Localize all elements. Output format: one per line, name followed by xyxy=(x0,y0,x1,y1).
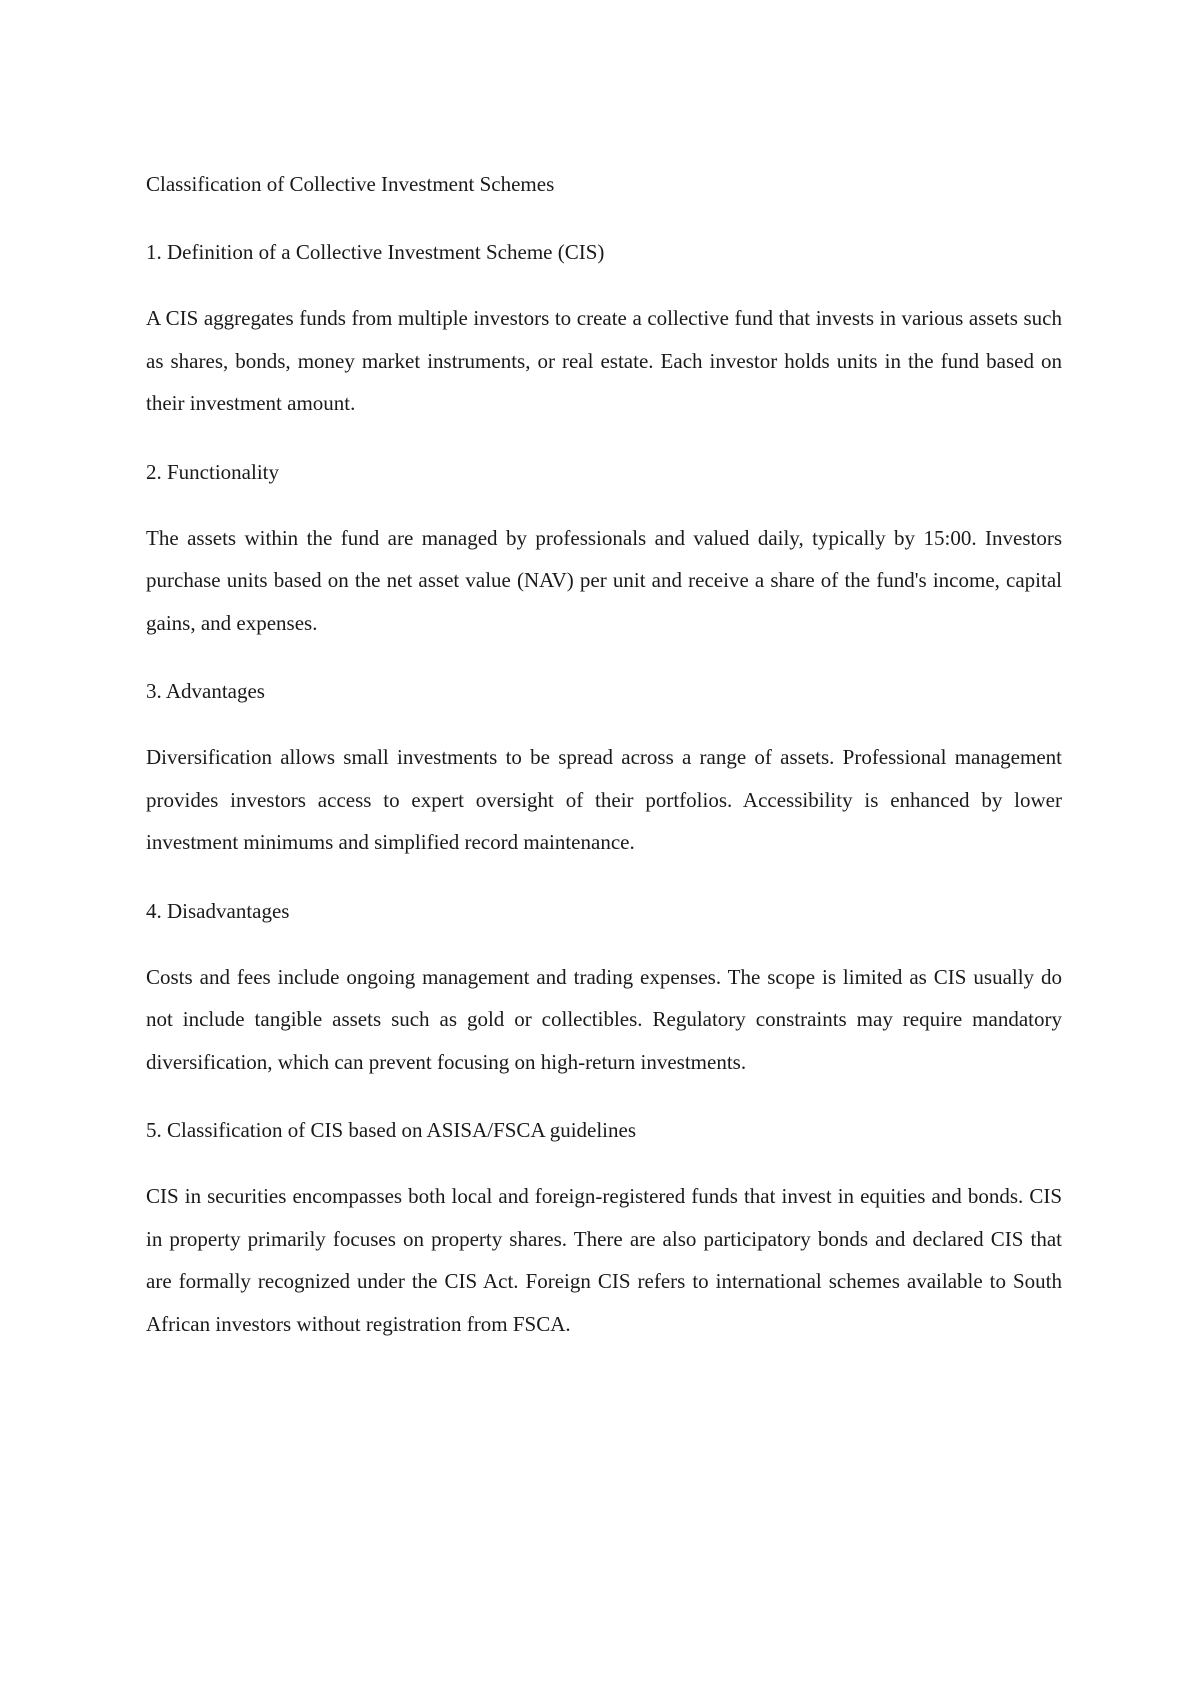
section-body-functionality: The assets within the fund are managed by professionals and valued daily, typically by 15:00. Investors purchase units based on the net asset value (NAV) per unit and receive a share of the fund's income, capital gains, and expenses. xyxy=(146,525,1062,635)
section-body-definition: A CIS aggregates funds from multiple investors to create a collective fund that invests in various assets such as shares, bonds, money market instruments, or real estate. Each investor holds units in the fund based on their investment amount. xyxy=(146,306,1062,415)
section-heading-definition: 1. Definition of a Collective Investment Scheme (CIS) xyxy=(146,240,605,264)
section-body-advantages: Diversification allows small investments to be spread across a range of assets. Professional management provides investors access to expert oversight of their portfolios. Accessibility is enhanced by lower investment minimums and simplified record maintenance. xyxy=(146,745,1062,854)
section-heading-advantages: 3. Advantages xyxy=(146,679,265,703)
section-body-classification: CIS in securities encompasses both local and foreign-registered funds that invest in equities and bonds. CIS in property primarily focuses on property shares. There are also participatory bonds and declared CIS that are formally recognized under the CIS Act. Foreign CIS refers to international schemes available to South African investors without registration from FSCA. xyxy=(146,1184,1062,1336)
document-title: Classification of Collective Investment Schemes xyxy=(146,172,555,196)
section-heading-classification: 5. Classification of CIS based on ASISA/FSCA guidelines xyxy=(146,1118,637,1142)
section-heading-disadvantages: 4. Disadvantages xyxy=(146,898,290,923)
section-heading-functionality: 2. Functionality xyxy=(146,459,279,484)
document-body xyxy=(146,163,1062,1371)
section-body-disadvantages: Costs and fees include ongoing management and trading expenses. The scope is limited as CIS usually do not include tangible assets such as gold or collectibles. Regulatory constraints may require mandatory diversification, which can prevent focusing on high-return investments. xyxy=(146,964,1062,1074)
